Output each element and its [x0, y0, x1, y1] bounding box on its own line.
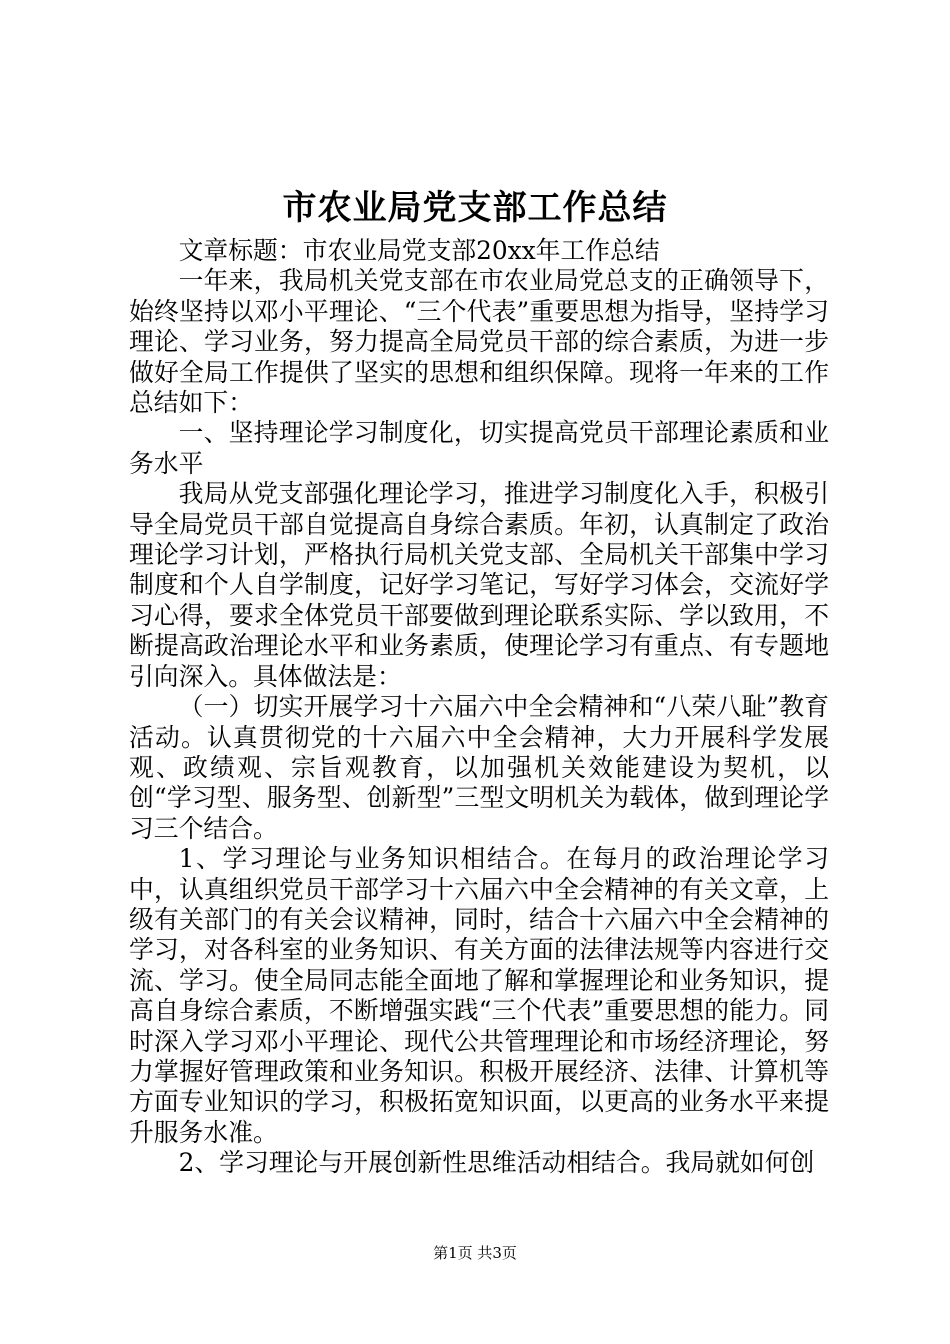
- point-1-paragraph: 1、学习理论与业务知识相结合。在每月的政治理论学习中，认真组织党员干部学习十六届六中全会精神的有关文章，上级有关部门的有关会议精神，同时，结合十六届六中全会精神的学习，对各科室的业务知识、有关方面的法律法规等内容进行交流、学习。使全局同志能全面地了解和掌握理论和业务知识，提高自身综合素质，不断增强实践“三个代表”重要思想的能力。同时深入学习邓小平理论、现代公共管理理论和市场经济理论，努力掌握好管理政策和业务知识。积极开展经济、法律、计算机等方面专业知识的学习，积极拓宽知识面，以更高的业务水平来提升服务水准。: [129, 844, 829, 1147]
- article-title-line: 文章标题：市农业局党支部20xx年工作总结: [178, 236, 660, 265]
- document-title: 市农业局党支部工作总结: [282, 188, 668, 228]
- subsection-1-paragraph: （一）切实开展学习十六届六中全会精神和“八荣八耻”教育活动。认真贯彻党的十六届六中全会精神，大力开展科学发展观、政绩观、宗旨观教育，以加强机关效能建设为契机，以创“学习型、服务型、创新型”三型文明机关为载体，做到理论学习三个结合。: [129, 692, 829, 843]
- page-number-footer: 第1页 共3页: [433, 1244, 517, 1262]
- document-body: [129, 236, 829, 1179]
- section-1-paragraph: 我局从党支部强化理论学习，推进学习制度化入手，积极引导全局党员干部自觉提高自身综合素质。年初，认真制定了政治理论学习计划，严格执行局机关党支部、全局机关干部集中学习制度和个人自学制度，记好学习笔记，写好学习体会，交流好学习心得，要求全体党员干部要做到理论联系实际、学以致用，不断提高政治理论水平和业务素质，使理论学习有重点、有专题地引向深入。具体做法是：: [129, 479, 829, 691]
- intro-paragraph: 一年来，我局机关党支部在市农业局党总支的正确领导下，始终坚持以邓小平理论、“三个代表”重要思想为指导，坚持学习理论、学习业务，努力提高全局党员干部的综合素质，为进一步做好全局工作提供了坚实的思想和组织保障。现将一年来的工作总结如下：: [129, 266, 829, 418]
- section-heading-1: 一、坚持理论学习制度化，切实提高党员干部理论素质和业务水平: [129, 418, 829, 478]
- point-2-paragraph: 2、学习理论与开展创新性思维活动相结合。我局就如何创: [178, 1148, 815, 1178]
